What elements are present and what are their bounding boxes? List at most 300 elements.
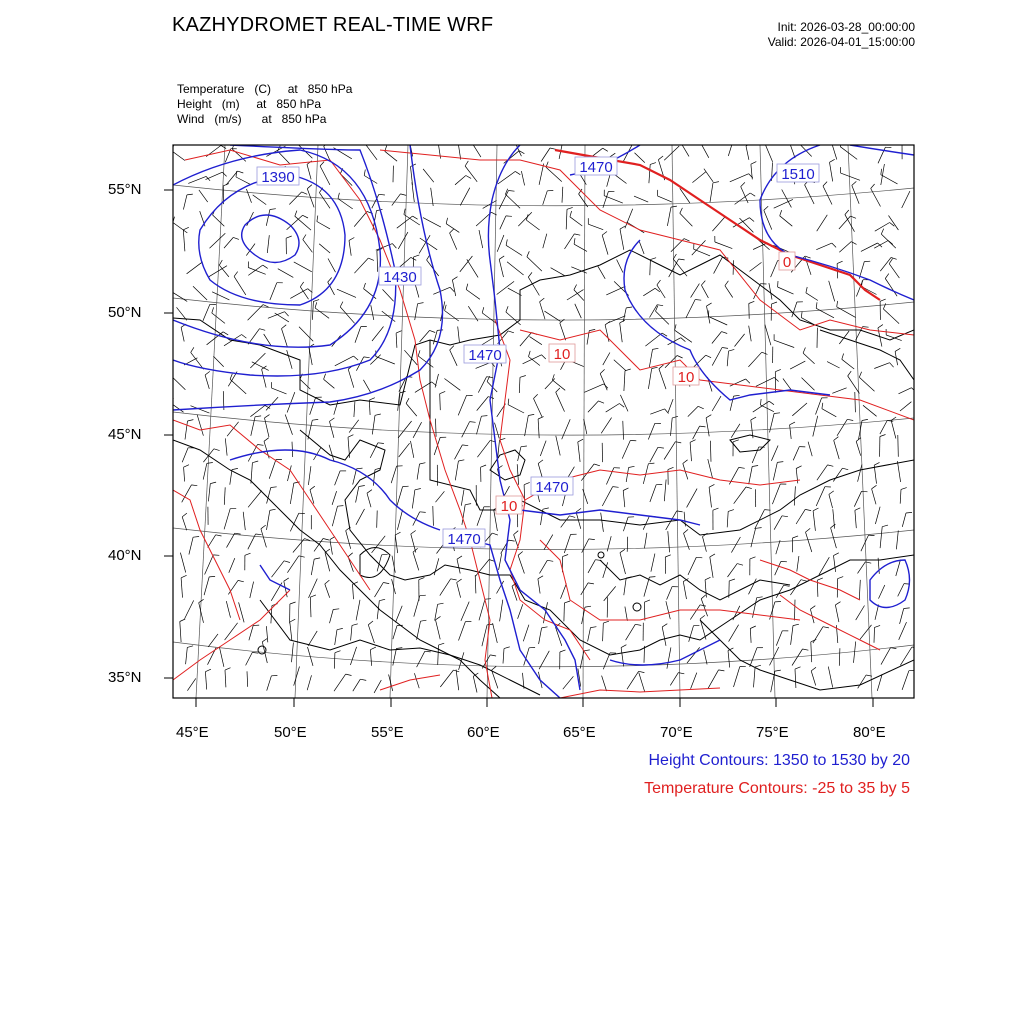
wind-barb-feather (895, 348, 900, 351)
wind-barb (842, 359, 854, 369)
wind-barb (499, 553, 502, 570)
wind-barb (180, 622, 181, 643)
wind-barb-feather (265, 415, 270, 418)
wind-barb (710, 441, 711, 462)
wind-barb-feather (775, 369, 781, 371)
wind-barb (250, 582, 254, 599)
wind-barb (623, 491, 625, 508)
wind-barb-feather (324, 142, 328, 146)
wind-barb (330, 421, 334, 437)
wind-barb-feather (378, 443, 384, 444)
wind-barb-feather (286, 236, 292, 238)
wind-barb (251, 417, 255, 436)
wind-barb-feather (750, 626, 756, 629)
wind-barb (234, 276, 246, 295)
wind-barb-feather (302, 192, 308, 194)
wind-barb-feather (238, 171, 244, 173)
wind-barb-feather (635, 624, 641, 625)
wind-barb-feather (620, 226, 625, 229)
wind-barb (765, 325, 771, 346)
wind-barb-feather (830, 159, 835, 162)
wind-barb (278, 151, 290, 164)
wind-barb (751, 528, 756, 547)
wind-barb (530, 337, 542, 345)
wind-barb (874, 465, 876, 484)
wind-barb (376, 357, 395, 365)
init-time: Init: 2026-03-28_00:00:00 (777, 20, 915, 34)
wind-barb (521, 171, 524, 185)
wind-barb-feather (438, 138, 443, 141)
wind-barb (266, 210, 270, 226)
wind-barb (773, 462, 777, 480)
wind-barb (701, 285, 708, 298)
wind-barb (796, 509, 805, 524)
wind-barb-feather (774, 377, 778, 381)
lon-label-65: 65°E (563, 724, 596, 741)
wind-barb-feather (764, 206, 768, 210)
wind-barb (363, 380, 370, 392)
wind-barb (881, 164, 885, 185)
wind-barb-feather (527, 251, 529, 256)
wind-barb (780, 216, 793, 226)
wind-barb-feather (602, 232, 607, 236)
wind-barb-feather (912, 647, 918, 648)
wind-barb (796, 469, 798, 484)
wind-barb (246, 189, 251, 203)
wind-barb (691, 284, 700, 298)
wind-barb (541, 148, 550, 162)
wind-barb (436, 620, 441, 640)
lat-label-35: 35°N (108, 669, 142, 686)
wind-barb (623, 421, 624, 440)
wind-barb-feather (902, 138, 908, 140)
wind-barb (307, 164, 311, 179)
wind-barb-feather (418, 350, 420, 356)
wind-barb (340, 307, 354, 323)
wind-barb-feather (364, 283, 366, 289)
wind-barb-feather (323, 539, 329, 541)
wind-barb (436, 419, 437, 437)
wind-barb (539, 628, 542, 644)
wind-barb (353, 584, 354, 599)
wind-barb (272, 561, 285, 577)
wind-barb-feather (404, 209, 405, 215)
wind-barb-feather (705, 577, 710, 580)
wind-barb-feather (591, 627, 597, 628)
wind-barb-feather (653, 348, 659, 349)
wind-barb (602, 487, 612, 506)
wind-barb (858, 464, 862, 481)
wind-barb-feather (805, 509, 811, 510)
wind-barb (287, 392, 295, 412)
wind-barb-feather (364, 170, 365, 176)
lon-label-55: 55°E (371, 724, 404, 741)
wind-barb (775, 561, 781, 575)
wind-barb (393, 649, 397, 666)
wind-barb (334, 653, 335, 669)
wind-barb (518, 212, 532, 226)
wind-barb (603, 653, 610, 669)
wind-barb (208, 484, 210, 502)
wind-barb-feather (734, 395, 740, 396)
wind-barb (249, 626, 253, 641)
wind-barb-feather (620, 320, 625, 323)
wind-barb (250, 353, 265, 368)
wind-barb (325, 553, 330, 572)
wind-barb-feather (574, 238, 575, 244)
wind-barb (710, 183, 713, 202)
wind-barb (602, 235, 608, 255)
wind-barb (251, 463, 253, 484)
wind-barb-feather (621, 645, 626, 648)
wind-barb (455, 461, 458, 480)
wind-barb-feather (466, 176, 471, 179)
wind-barb-feather (236, 171, 237, 177)
wind-barb (834, 440, 840, 459)
wind-barb (505, 194, 520, 208)
wind-barb (518, 555, 524, 573)
wind-barb (750, 262, 762, 271)
wind-barb-feather (303, 235, 306, 240)
wind-barb (648, 369, 651, 389)
wind-barb-feather (303, 215, 308, 218)
wind-barb (790, 361, 805, 369)
wind-barb (771, 261, 778, 278)
wind-barb (290, 622, 292, 641)
wind-barb (417, 464, 419, 480)
wind-barb-feather (810, 606, 815, 610)
wind-barb-feather (859, 372, 861, 378)
wind-barb (874, 627, 875, 642)
wind-barb-feather (458, 460, 464, 461)
wind-barb (324, 379, 335, 388)
wind-barb (452, 280, 455, 296)
wind-barb (220, 647, 224, 666)
wind-barb-feather (238, 580, 244, 581)
wind-barb-feather (737, 564, 743, 566)
wind-barb (312, 301, 313, 319)
wind-barb (899, 622, 907, 640)
wind-barb-feather (317, 216, 318, 222)
wind-barb (294, 262, 312, 272)
wind-barb (518, 604, 523, 619)
wind-barb (314, 539, 323, 552)
wind-barb-feather (672, 416, 678, 418)
wind-barb-feather (183, 227, 189, 230)
wind-barb (205, 555, 214, 575)
temperature-contours (173, 150, 914, 698)
lon-label-80: 80°E (853, 724, 886, 741)
wind-barb-feather (234, 272, 238, 277)
wind-barb-feather (230, 374, 232, 380)
wind-barb (528, 277, 539, 295)
wind-barb (173, 223, 187, 233)
wind-barb (500, 216, 506, 229)
wind-barb-feather (438, 603, 444, 604)
wind-barb (264, 334, 272, 346)
wind-barb-feather (450, 346, 454, 350)
wind-barb (189, 537, 193, 554)
wind-barb (734, 667, 740, 687)
wind-barb (317, 222, 330, 229)
wind-barb (648, 423, 655, 439)
wind-barb (863, 405, 877, 416)
wind-barb (307, 189, 314, 208)
wind-barb-feather (538, 576, 543, 579)
wind-barb (704, 650, 707, 665)
wind-barb-feather (499, 256, 504, 259)
wind-barb (354, 258, 368, 273)
wind-barb-feather (707, 303, 712, 306)
wind-barb-feather (803, 348, 805, 354)
wind-barb (564, 603, 565, 622)
wind-barb (477, 397, 489, 411)
wind-barb (404, 215, 420, 226)
wind-barb (383, 289, 394, 301)
wind-barb (445, 311, 459, 321)
wind-barb-feather (529, 351, 531, 357)
wind-barb (728, 651, 730, 668)
wind-barb (650, 260, 651, 276)
wind-barb (602, 676, 607, 692)
wind-barb-feather (589, 539, 595, 540)
wind-barb (588, 628, 591, 642)
wind-barb (603, 353, 610, 366)
wind-barb-feather (871, 184, 875, 189)
wind-barb (855, 510, 856, 528)
wind-barb (861, 243, 878, 251)
wind-barb-feather (451, 579, 457, 580)
wind-barb (450, 350, 457, 366)
wind-barb (334, 401, 338, 415)
wind-barb (902, 513, 906, 527)
wind-barb-feather (806, 287, 807, 293)
wind-barb-feather (701, 595, 706, 599)
wind-barb (226, 171, 238, 185)
wind-barb-feather (520, 376, 526, 378)
wind-barb (650, 485, 656, 502)
wind-barb (184, 467, 185, 481)
wind-barb (885, 279, 897, 297)
wind-barb (691, 673, 697, 689)
wind-barb (675, 330, 692, 342)
wind-barb-feather (657, 305, 663, 306)
wind-barb-feather (891, 258, 897, 260)
wind-barb (891, 420, 896, 438)
wind-barb-feather (829, 491, 834, 495)
wind-barb (282, 329, 288, 347)
wind-barb (372, 415, 375, 434)
wind-barb-feather (324, 374, 326, 380)
wind-barb (898, 435, 899, 457)
wind-barb-feather (817, 578, 823, 580)
wind-barb-feather (813, 508, 818, 511)
wind-barb-feather (379, 194, 385, 195)
wind-barb-feather (569, 516, 575, 518)
wind-barb-feather (762, 352, 768, 354)
wind-barb-feather (299, 556, 305, 557)
wind-barb (668, 399, 673, 412)
wind-barb (411, 167, 413, 185)
wind-barb (793, 447, 799, 461)
wind-barb-feather (811, 667, 816, 671)
wind-barb (563, 676, 574, 689)
wind-barb (754, 667, 756, 688)
wind-barb (478, 377, 486, 393)
wind-barb-feather (406, 398, 409, 403)
height-label-1470-central: 1470 (468, 347, 502, 364)
wind-barb (293, 539, 305, 553)
wind-barb-feather (784, 585, 790, 586)
wind-barb-feather (212, 307, 214, 313)
wind-barb (540, 560, 548, 573)
wind-barb (727, 351, 728, 366)
wind-barb-feather (639, 671, 645, 672)
height-label-1470-south: 1470 (447, 531, 481, 548)
wind-barb-feather (752, 466, 758, 467)
wind-barb (626, 468, 628, 483)
wind-barb (377, 511, 378, 528)
wind-barb-feather (733, 440, 739, 442)
wind-barb-feather (352, 624, 358, 626)
wind-barb-feather (466, 284, 468, 290)
wind-barb-feather (534, 394, 538, 398)
height-label-1470-north: 1470 (579, 159, 613, 176)
wind-barb-feather (233, 237, 239, 239)
wind-barb-feather (683, 460, 688, 464)
wind-barb (540, 302, 545, 319)
wind-barb (334, 674, 346, 691)
map-title: KAZHYDROMET REAL-TIME WRF (172, 14, 494, 36)
wind-barb (750, 629, 751, 643)
wind-barb-feather (542, 627, 548, 628)
wind-barb (827, 362, 840, 368)
wind-barb (839, 331, 849, 344)
wind-barb-feather (613, 487, 619, 488)
wind-barb (688, 557, 696, 575)
wind-barb (875, 223, 890, 232)
wind-barb (588, 401, 599, 412)
wind-barb (307, 675, 311, 690)
wind-barb (315, 308, 329, 318)
wind-barb (829, 494, 833, 508)
wind-barb-feather (650, 163, 656, 165)
wind-barb-feather (284, 561, 290, 563)
wind-barb-feather (396, 648, 402, 649)
wind-barb-feather (626, 307, 632, 308)
wind-barb-feather (574, 285, 577, 290)
wind-barb-feather (370, 647, 376, 650)
wind-barb-feather (648, 463, 654, 464)
wind-barb (354, 212, 367, 227)
wind-barb-feather (652, 367, 658, 368)
wind-barb (205, 375, 209, 389)
wind-barb-feather (360, 679, 366, 680)
wind-barb (772, 484, 780, 504)
wind-barb (433, 287, 450, 294)
wind-barb (385, 151, 397, 161)
wind-barb-feather (729, 579, 735, 581)
wind-barb-feather (863, 327, 869, 328)
wind-barb (560, 323, 566, 340)
wind-barb (369, 400, 370, 415)
wind-barb (712, 217, 725, 232)
wind-barb-feather (713, 182, 719, 183)
wind-barb (833, 468, 842, 481)
wind-barb (520, 333, 532, 347)
wind-barb (889, 264, 899, 278)
wind-barb (368, 625, 374, 643)
wind-barb (181, 327, 184, 341)
wind-barb (414, 673, 419, 688)
wind-barb-feather (418, 303, 424, 304)
wind-barb-feather (793, 536, 799, 538)
wind-barb-feather (564, 601, 570, 603)
wind-barb (802, 378, 815, 391)
wind-barb-feather (242, 335, 247, 339)
wind-barb (728, 142, 732, 156)
wind-barb-feather (256, 534, 262, 535)
wind-barb (658, 196, 673, 202)
wind-barb (446, 224, 459, 233)
wind-barb-feather (881, 169, 882, 175)
wind-barb-feather (761, 399, 762, 405)
wind-barb (250, 405, 265, 416)
wind-barb (797, 556, 799, 572)
wind-barb (601, 418, 611, 434)
wind-barb-feather (457, 556, 462, 559)
wind-barb (712, 396, 721, 411)
wind-barb (467, 259, 478, 277)
wind-barb-feather (528, 272, 532, 277)
wind-barb-feather (492, 533, 498, 535)
wind-barb (650, 447, 658, 462)
wind-barb (248, 305, 263, 321)
wind-barb-feather (589, 329, 595, 330)
wind-barb-feather (550, 148, 556, 149)
wind-barb-feather (749, 301, 755, 303)
wind-barb-feather (369, 398, 375, 400)
wind-barb (839, 216, 851, 229)
wind-barb-feather (357, 468, 363, 469)
wind-barb (462, 422, 470, 438)
wind-barb (440, 579, 451, 596)
wind-barb-feather (838, 577, 844, 579)
wind-barb-feather (563, 555, 569, 557)
wind-barb (808, 442, 812, 457)
wind-barb (625, 607, 628, 621)
wind-barb-feather (232, 468, 238, 469)
wind-barb (398, 421, 412, 438)
wind-barb-feather (605, 321, 610, 324)
wind-barb (219, 265, 229, 277)
wind-barb (299, 327, 313, 342)
wind-barb (879, 585, 885, 599)
wind-barb (645, 333, 662, 346)
wind-barb-feather (751, 417, 756, 420)
wind-barb-feather (801, 580, 807, 582)
wind-barb (556, 392, 565, 411)
wind-barb (479, 230, 483, 248)
wind-barb (858, 562, 866, 574)
wind-barb-feather (452, 277, 457, 280)
wind-barb (771, 446, 778, 461)
wind-barb-feather (333, 609, 339, 610)
wind-barb-feather (567, 207, 573, 209)
wind-barb-feather (588, 583, 594, 584)
wind-barb (224, 237, 233, 248)
wind-barb (367, 493, 371, 507)
